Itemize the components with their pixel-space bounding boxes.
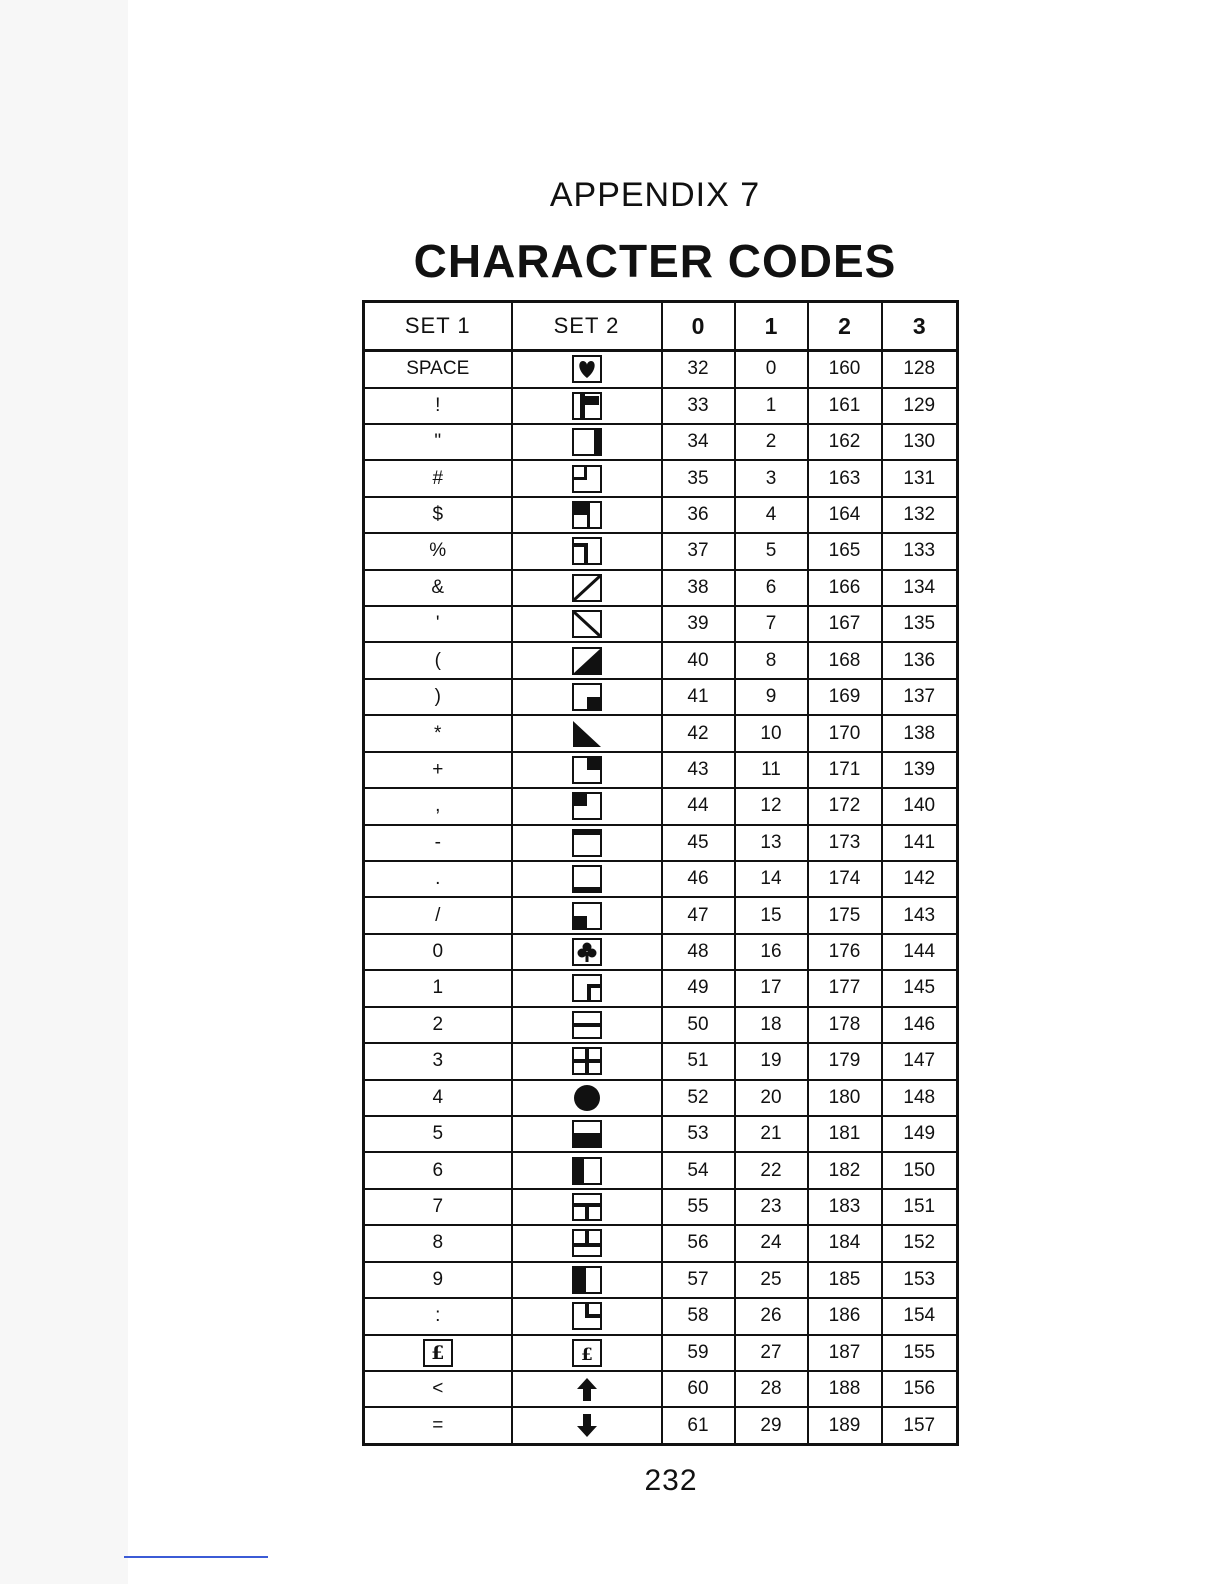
code-cell-3: 133 [882, 533, 958, 569]
table-row [364, 679, 958, 715]
code-cell-1: 13 [735, 825, 808, 861]
code-cell-1: 7 [735, 606, 808, 642]
table-row [364, 934, 958, 970]
set2-cell [512, 1407, 662, 1444]
code-cell-1: 16 [735, 934, 808, 970]
set2-cell [512, 1225, 662, 1261]
set1-cell: ( [364, 642, 512, 678]
set2-cell [512, 788, 662, 824]
code-cell-3: 140 [882, 788, 958, 824]
set1-cell: & [364, 570, 512, 606]
code-cell-3: 137 [882, 679, 958, 715]
code-cell-1: 25 [735, 1262, 808, 1298]
set1-cell: = [364, 1407, 512, 1444]
code-cell-1: 26 [735, 1298, 808, 1334]
code-cell-0: 55 [662, 1189, 735, 1225]
table-row [364, 752, 958, 788]
table-row [364, 388, 958, 424]
code-cell-2: 179 [808, 1043, 882, 1079]
block-right-half-top-icon [572, 392, 602, 420]
code-cell-3: 132 [882, 497, 958, 533]
set1-cell: 9 [364, 1262, 512, 1298]
set1-cell: 0 [364, 934, 512, 970]
set1-cell: ) [364, 679, 512, 715]
table-row [364, 970, 958, 1006]
heart-icon [572, 355, 602, 383]
code-cell-1: 11 [735, 752, 808, 788]
arrow-up-icon [572, 1375, 602, 1403]
set1-cell: 4 [364, 1080, 512, 1116]
code-cell-0: 44 [662, 788, 735, 824]
table-row [364, 1225, 958, 1261]
set2-cell [512, 679, 662, 715]
code-cell-3: 146 [882, 1007, 958, 1043]
set2-cell [512, 1335, 662, 1371]
code-cell-0: 48 [662, 934, 735, 970]
circle-icon [572, 1084, 602, 1112]
quadrant-bottom-right-icon [572, 683, 602, 711]
code-cell-2: 185 [808, 1262, 882, 1298]
table-row [364, 424, 958, 460]
code-cell-0: 46 [662, 861, 735, 897]
left-half-wide-icon [572, 1266, 602, 1294]
table-row [364, 497, 958, 533]
code-cell-1: 12 [735, 788, 808, 824]
column-header-code1: 1 [735, 302, 808, 351]
code-cell-0: 47 [662, 897, 735, 933]
scan-artifact-line [124, 1556, 268, 1558]
code-cell-3: 152 [882, 1225, 958, 1261]
code-cell-0: 52 [662, 1080, 735, 1116]
code-cell-3: 151 [882, 1189, 958, 1225]
set1-cell [364, 1335, 512, 1371]
horizontal-line-icon [572, 1011, 602, 1039]
table-row [364, 1335, 958, 1371]
set1-cell: 2 [364, 1007, 512, 1043]
set2-cell [512, 1262, 662, 1298]
code-cell-0: 53 [662, 1116, 735, 1152]
set2-cell [512, 606, 662, 642]
set1-cell: 6 [364, 1152, 512, 1188]
code-cell-0: 57 [662, 1262, 735, 1298]
table-row [364, 460, 958, 496]
code-cell-0: 35 [662, 460, 735, 496]
svg-text:£: £ [580, 1344, 593, 1365]
code-cell-2: 162 [808, 424, 882, 460]
code-cell-1: 10 [735, 715, 808, 751]
table-row [364, 1371, 958, 1407]
code-cell-3: 145 [882, 970, 958, 1006]
code-cell-1: 20 [735, 1080, 808, 1116]
set1-cell: SPACE [364, 351, 512, 388]
quadrant-top-left-icon [572, 465, 602, 493]
character-codes-table [362, 300, 959, 1446]
set2-cell [512, 1371, 662, 1407]
code-cell-2: 187 [808, 1335, 882, 1371]
code-cell-2: 181 [808, 1116, 882, 1152]
set1-cell: : [364, 1298, 512, 1334]
code-cell-2: 164 [808, 497, 882, 533]
table-row [364, 570, 958, 606]
code-cell-3: 147 [882, 1043, 958, 1079]
code-cell-3: 134 [882, 570, 958, 606]
table-row [364, 642, 958, 678]
column-header-code3: 3 [882, 302, 958, 351]
code-cell-2: 161 [808, 388, 882, 424]
column-header-set2: SET 2 [512, 302, 662, 351]
code-cell-2: 160 [808, 351, 882, 388]
code-cell-0: 36 [662, 497, 735, 533]
code-cell-1: 6 [735, 570, 808, 606]
set2-cell [512, 1007, 662, 1043]
set2-cell [512, 1043, 662, 1079]
code-cell-1: 0 [735, 351, 808, 388]
table-row [364, 861, 958, 897]
table-row [364, 351, 958, 388]
arrow-down-icon [572, 1412, 602, 1440]
code-cell-3: 144 [882, 934, 958, 970]
page-title: CHARACTER CODES [413, 235, 897, 287]
set1-cell: 1 [364, 970, 512, 1006]
code-cell-1: 5 [735, 533, 808, 569]
code-cell-1: 24 [735, 1225, 808, 1261]
code-cell-0: 43 [662, 752, 735, 788]
code-cell-2: 173 [808, 825, 882, 861]
code-cell-3: 129 [882, 388, 958, 424]
table-row [364, 1298, 958, 1334]
set2-cell [512, 388, 662, 424]
set1-cell: 7 [364, 1189, 512, 1225]
left-half-icon [572, 1157, 602, 1185]
code-cell-3: 139 [882, 752, 958, 788]
set2-cell [512, 897, 662, 933]
table-row [364, 533, 958, 569]
code-cell-0: 54 [662, 1152, 735, 1188]
table-row [364, 1152, 958, 1188]
set2-cell [512, 825, 662, 861]
code-cell-0: 61 [662, 1407, 735, 1444]
code-cell-0: 40 [662, 642, 735, 678]
code-cell-3: 157 [882, 1407, 958, 1444]
code-cell-2: 172 [808, 788, 882, 824]
set1-cell: , [364, 788, 512, 824]
code-cell-3: 149 [882, 1116, 958, 1152]
table-row [364, 1116, 958, 1152]
code-cell-3: 148 [882, 1080, 958, 1116]
code-cell-1: 15 [735, 897, 808, 933]
code-cell-3: 128 [882, 351, 958, 388]
code-cell-2: 165 [808, 533, 882, 569]
bottom-half-icon [572, 1120, 602, 1148]
code-cell-0: 38 [662, 570, 735, 606]
set1-cell: 8 [364, 1225, 512, 1261]
code-cell-1: 17 [735, 970, 808, 1006]
column-header-set1: SET 1 [364, 302, 512, 351]
code-cell-2: 169 [808, 679, 882, 715]
code-cell-0: 39 [662, 606, 735, 642]
code-cell-2: 189 [808, 1407, 882, 1444]
set1-cell: + [364, 752, 512, 788]
triangle-bottom-left-icon [572, 720, 602, 748]
set2-cell [512, 460, 662, 496]
code-cell-2: 170 [808, 715, 882, 751]
code-cell-1: 18 [735, 1007, 808, 1043]
set1-cell: . [364, 861, 512, 897]
set1-cell: $ [364, 497, 512, 533]
code-cell-1: 8 [735, 642, 808, 678]
table-row [364, 1007, 958, 1043]
code-cell-0: 49 [662, 970, 735, 1006]
code-cell-2: 163 [808, 460, 882, 496]
code-cell-3: 136 [882, 642, 958, 678]
quadrant-bottom-left-solid-icon [572, 902, 602, 930]
set2-cell [512, 1116, 662, 1152]
set2-cell [512, 1152, 662, 1188]
table-row [364, 606, 958, 642]
set2-cell [512, 934, 662, 970]
code-cell-0: 42 [662, 715, 735, 751]
set1-cell: - [364, 825, 512, 861]
table-body [364, 351, 958, 1445]
code-cell-1: 21 [735, 1116, 808, 1152]
code-cell-1: 19 [735, 1043, 808, 1079]
code-cell-3: 135 [882, 606, 958, 642]
code-cell-2: 177 [808, 970, 882, 1006]
set2-cell [512, 752, 662, 788]
column-header-code2: 2 [808, 302, 882, 351]
set2-cell [512, 351, 662, 388]
code-cell-0: 60 [662, 1371, 735, 1407]
club-icon [572, 938, 602, 966]
set1-cell: % [364, 533, 512, 569]
table-row [364, 825, 958, 861]
column-header-code0: 0 [662, 302, 735, 351]
code-cell-3: 130 [882, 424, 958, 460]
quadrants-left-icon [572, 501, 602, 529]
code-cell-0: 45 [662, 825, 735, 861]
set2-cell [512, 642, 662, 678]
code-cell-2: 171 [808, 752, 882, 788]
set1-cell: / [364, 897, 512, 933]
code-cell-0: 37 [662, 533, 735, 569]
quadrant-top-right-icon [572, 756, 602, 784]
code-cell-2: 182 [808, 1152, 882, 1188]
code-cell-0: 41 [662, 679, 735, 715]
code-cell-0: 59 [662, 1335, 735, 1371]
code-cell-3: 142 [882, 861, 958, 897]
set2-cell [512, 1080, 662, 1116]
code-cell-3: 138 [882, 715, 958, 751]
code-cell-2: 183 [808, 1189, 882, 1225]
code-cell-1: 28 [735, 1371, 808, 1407]
table-row [364, 1043, 958, 1079]
code-cell-1: 1 [735, 388, 808, 424]
code-cell-3: 143 [882, 897, 958, 933]
set1-cell: * [364, 715, 512, 751]
set1-cell: ' [364, 606, 512, 642]
code-cell-1: 23 [735, 1189, 808, 1225]
code-cell-1: 4 [735, 497, 808, 533]
quadrant-top-left-solid-icon [572, 792, 602, 820]
table-header-row [364, 302, 958, 351]
corner-top-right-icon [572, 1302, 602, 1330]
code-cell-0: 34 [662, 424, 735, 460]
set2-cell [512, 533, 662, 569]
code-cell-0: 33 [662, 388, 735, 424]
set2-cell [512, 424, 662, 460]
code-cell-1: 2 [735, 424, 808, 460]
set2-cell [512, 497, 662, 533]
bottom-bar-icon [572, 865, 602, 893]
table-row [364, 1189, 958, 1225]
code-cell-2: 166 [808, 570, 882, 606]
pound-box-icon [572, 1339, 602, 1367]
code-cell-2: 176 [808, 934, 882, 970]
corner-bottom-right-icon [572, 974, 602, 1002]
table-row [364, 715, 958, 751]
code-cell-1: 22 [735, 1152, 808, 1188]
code-cell-3: 154 [882, 1298, 958, 1334]
code-cell-0: 32 [662, 351, 735, 388]
code-cell-3: 155 [882, 1335, 958, 1371]
set2-cell [512, 715, 662, 751]
top-bar-icon [572, 829, 602, 857]
pound-box-icon: £ [423, 1339, 453, 1367]
code-cell-3: 156 [882, 1371, 958, 1407]
code-cell-1: 29 [735, 1407, 808, 1444]
set1-cell: 5 [364, 1116, 512, 1152]
set1-cell: " [364, 424, 512, 460]
code-cell-2: 180 [808, 1080, 882, 1116]
set1-cell: 3 [364, 1043, 512, 1079]
set2-cell [512, 1298, 662, 1334]
code-cell-1: 27 [735, 1335, 808, 1371]
page-number: 232 [644, 1464, 698, 1497]
set2-cell [512, 570, 662, 606]
code-cell-0: 56 [662, 1225, 735, 1261]
code-cell-0: 58 [662, 1298, 735, 1334]
code-cell-2: 167 [808, 606, 882, 642]
set1-cell: ! [364, 388, 512, 424]
code-cell-2: 175 [808, 897, 882, 933]
code-cell-1: 14 [735, 861, 808, 897]
code-cell-3: 150 [882, 1152, 958, 1188]
set2-cell [512, 861, 662, 897]
tee-up-icon [572, 1229, 602, 1257]
table-row [364, 788, 958, 824]
triangle-bottom-right-icon [572, 647, 602, 675]
code-cell-0: 50 [662, 1007, 735, 1043]
diagonal-up-icon [572, 574, 602, 602]
code-cell-2: 186 [808, 1298, 882, 1334]
code-cell-2: 178 [808, 1007, 882, 1043]
table-row [364, 1262, 958, 1298]
code-cell-3: 141 [882, 825, 958, 861]
code-cell-3: 153 [882, 1262, 958, 1298]
code-cell-1: 3 [735, 460, 808, 496]
table-row [364, 897, 958, 933]
code-cell-2: 184 [808, 1225, 882, 1261]
set1-cell: # [364, 460, 512, 496]
table-row [364, 1080, 958, 1116]
code-cell-2: 174 [808, 861, 882, 897]
set2-cell [512, 1189, 662, 1225]
set1-cell: < [364, 1371, 512, 1407]
code-cell-2: 168 [808, 642, 882, 678]
table-row [364, 1407, 958, 1444]
cross-icon [572, 1047, 602, 1075]
code-cell-1: 9 [735, 679, 808, 715]
set2-cell [512, 970, 662, 1006]
right-bar-icon [572, 428, 602, 456]
tee-down-icon [572, 1193, 602, 1221]
code-cell-0: 51 [662, 1043, 735, 1079]
code-cell-3: 131 [882, 460, 958, 496]
quadrant-bottom-left-icon [572, 537, 602, 565]
diagonal-down-icon [572, 610, 602, 638]
code-cell-2: 188 [808, 1371, 882, 1407]
appendix-heading: APPENDIX 7 [549, 176, 761, 214]
